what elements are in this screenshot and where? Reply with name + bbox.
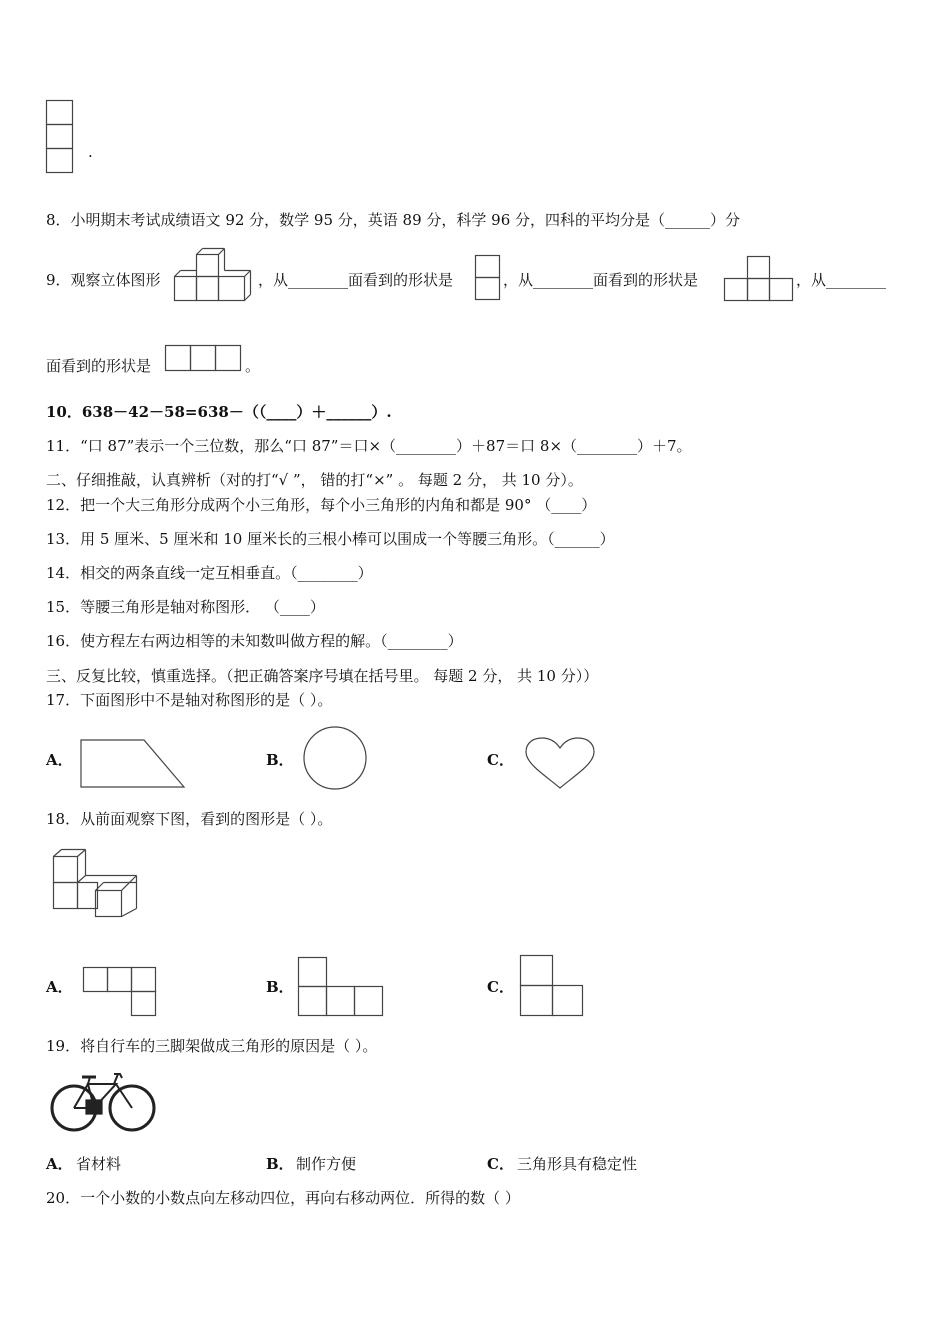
question-16: 16．使方程左右两边相等的未知数叫做方程的解。（________） — [46, 632, 463, 650]
question-9-part5: 面看到的形状是 — [46, 357, 152, 375]
q18-solid-figure — [52, 848, 142, 920]
q17-heart-figure — [524, 738, 596, 790]
question-20: 20．一个小数的小数点向左移动四位，再向右移动两位．所得的数（ ） — [46, 1189, 520, 1207]
q19-option-b-text[interactable]: 制作方便 — [296, 1155, 357, 1173]
q9-top-view-figure — [165, 345, 243, 373]
q18-option-b-figure — [298, 957, 386, 1019]
q17-option-c-label[interactable]: C． — [487, 751, 514, 769]
q9-side-view-figure — [475, 255, 501, 303]
q17-option-a-label[interactable]: A． — [46, 751, 73, 769]
question-17: 17．下面图形中不是轴对称图形的是（ ）。 — [46, 691, 333, 709]
q19-option-c-text[interactable]: 三角形具有稳定性 — [517, 1155, 638, 1173]
question-14: 14．相交的两条直线一定互相垂直。（________） — [46, 564, 373, 582]
question-10: 10．638－42－58=638－（（____）＋______）. — [46, 403, 392, 421]
q18-option-c-label[interactable]: C． — [487, 978, 514, 996]
section-3-heading: 三、反复比较，慎重选择。（把正确答案序号填在括号里。 每题 2 分， 共 10 分）） — [46, 667, 599, 685]
q17-trapezoid-figure — [80, 739, 186, 789]
question-15: 15．等腰三角形是轴对称图形． （____） — [46, 598, 325, 616]
q7-period: . — [88, 143, 93, 161]
question-9-part6: 。 — [245, 357, 261, 375]
q9-front-view-figure — [724, 256, 794, 302]
question-11: 11．“口 87”表示一个三位数，那么“口 87”＝口×（________）＋87＝口 8×（________）＋7。 — [46, 437, 692, 455]
q7-vertical-squares-figure — [46, 100, 76, 174]
q18-option-a-figure — [83, 967, 161, 1019]
question-12: 12．把一个大三角形分成两个小三角形，每个小三角形的内角和都是 90° （____） — [46, 496, 597, 514]
q18-option-b-label[interactable]: B． — [266, 978, 294, 996]
question-9-part3: ，从________面看到的形状是 — [503, 271, 699, 289]
q19-option-c-label[interactable]: C． — [487, 1155, 514, 1173]
question-9-part4: ，从________ — [796, 271, 887, 289]
question-8: 8．小明期末考试成绩语文 92 分，数学 95 分，英语 89 分，科学 96 分，四科的平均分是（______）分 — [46, 211, 741, 229]
q9-solid-figure — [172, 246, 258, 304]
question-19: 19．将自行车的三脚架做成三角形的原因是（ ）。 — [46, 1037, 378, 1055]
q18-option-c-figure — [520, 955, 586, 1019]
q19-bicycle-figure — [50, 1068, 156, 1134]
question-9-part2: ，从________面看到的形状是 — [258, 271, 454, 289]
question-18: 18．从前面观察下图，看到的图形是（ ）。 — [46, 810, 333, 828]
q17-circle-figure — [302, 725, 368, 791]
question-9-part1: 9．观察立体图形 — [46, 271, 161, 289]
q19-option-b-label[interactable]: B． — [266, 1155, 294, 1173]
question-13: 13．用 5 厘米、5 厘米和 10 厘米长的三根小棒可以围成一个等腰三角形。（______） — [46, 530, 615, 548]
q17-option-b-label[interactable]: B． — [266, 751, 294, 769]
section-2-heading: 二、仔细推敲，认真辨析（对的打“√ ”， 错的打“×” 。 每题 2 分， 共 10 分）。 — [46, 471, 583, 489]
q18-option-a-label[interactable]: A． — [46, 978, 73, 996]
q19-option-a-text[interactable]: 省材料 — [76, 1155, 122, 1173]
q19-option-a-label[interactable]: A． — [46, 1155, 73, 1173]
